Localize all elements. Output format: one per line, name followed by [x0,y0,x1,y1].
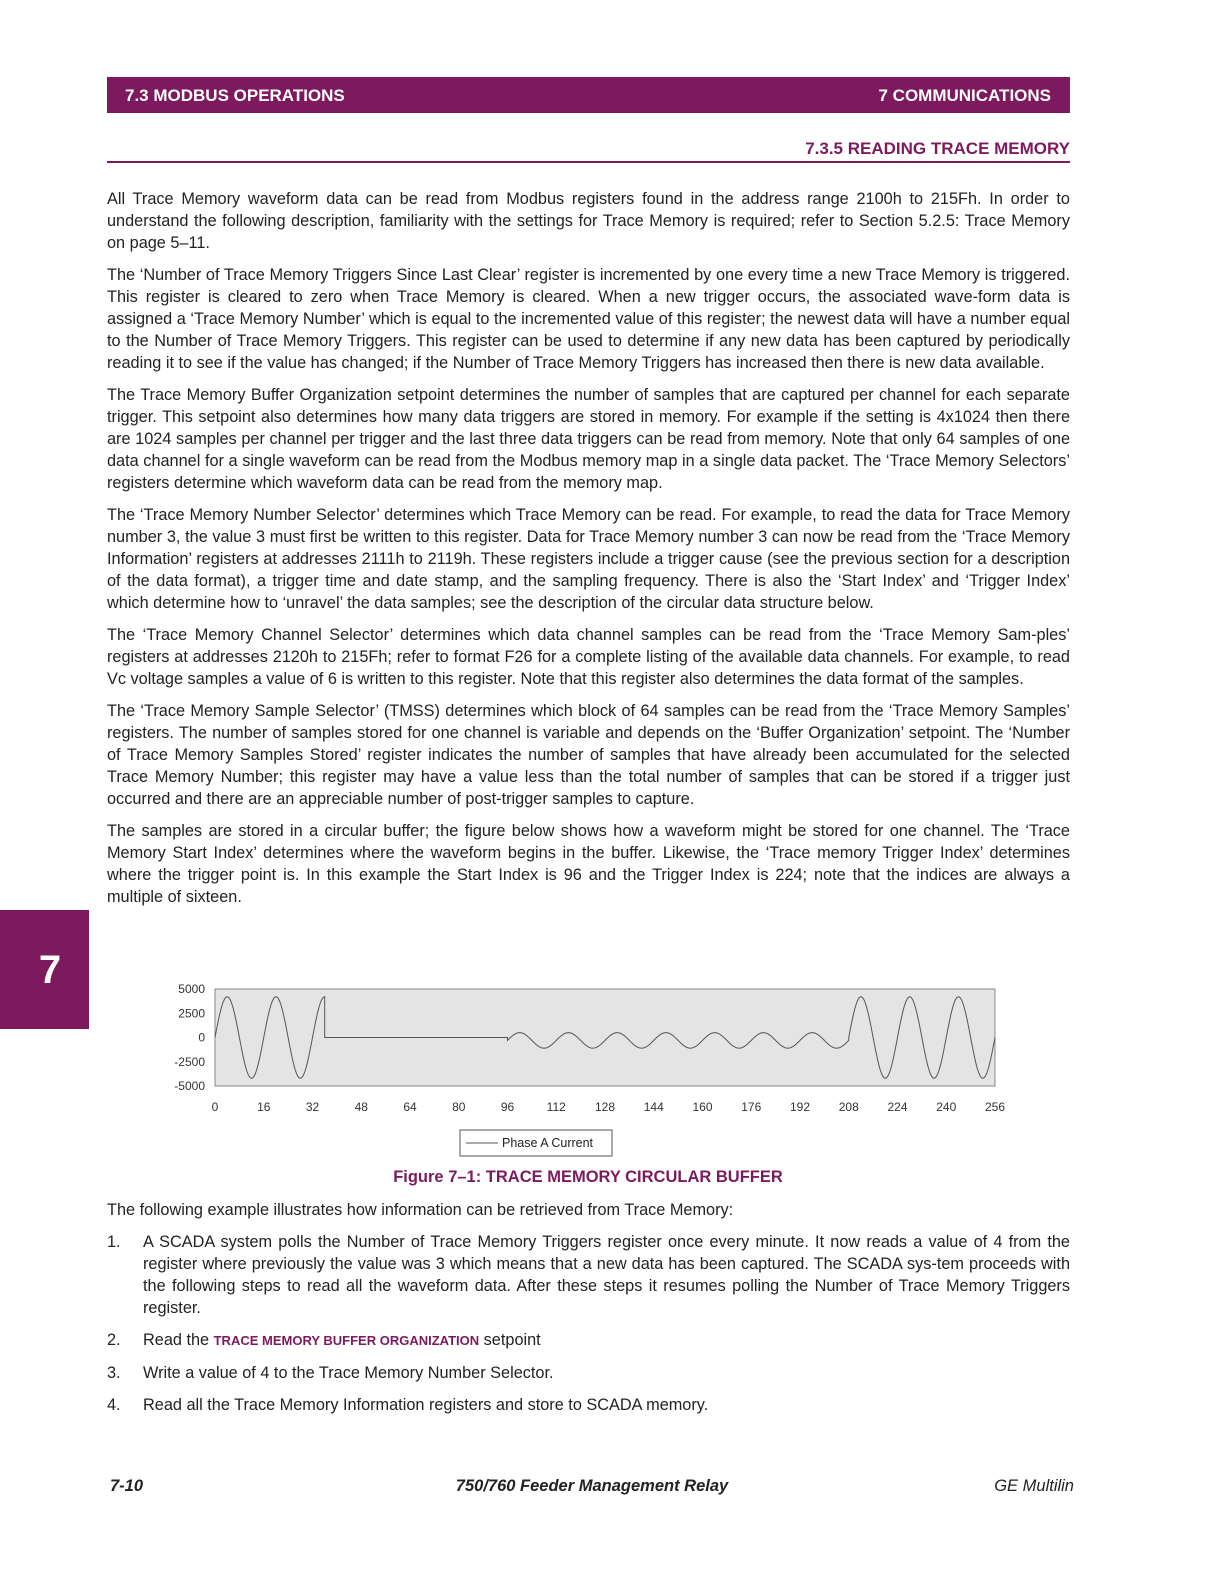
header-section: 7.3 MODBUS OPERATIONS [125,86,345,105]
x-tick-label: 176 [741,1100,762,1114]
trace-memory-chart [160,978,1040,1168]
paragraph: The ‘Trace Memory Sample Selector’ (TMSS) determines which block of 64 samples can be read from the ‘Trace Memory Samples’ registers. The number of samples stored for one channel is variable and depends on the ‘Buffer Organization’ setpoint. The ‘Number of Trace Memory Samples Stored’ register indicates the number of samples that have already been accumulated for the selected Trace Memory Number; this register may have a value less than the total number of samples that can be stored if a trigger just occurred and there are an appreciable number of post-trigger samples to capture. [107,702,1070,808]
header-bar [107,77,1070,113]
header-chapter: 7 COMMUNICATIONS [878,86,1051,105]
step-text: A SCADA system polls the Number of Trace Memory Triggers register once every minute. It now reads a value of 4 from the register where previously the value was 3 which means that a new data has been captured. The SCADA sys-tem proceeds with the following steps to read all the waveform data. After these steps it resumes polling the Number of Trace Memory Triggers register. [143,1233,1070,1317]
paragraph: The Trace Memory Buffer Organization setpoint determines the number of samples that are captured per channel for each separate trigger. This setpoint also determines how many data triggers are stored in memory. For example if the setting is 4x1024 then there are 1024 samples per channel per trigger and the last three data triggers can be read from memory. Note that only 64 samples of one data channel for a single waveform can be read from the Modbus memory map in a single data packet. The ‘Trace Memory Selectors’ registers determine which waveform data can be read from the memory map. [107,386,1070,492]
setpoint-name: TRACE MEMORY BUFFER ORGANIZATION [213,1333,480,1348]
example-section [107,1199,1070,1426]
y-tick-label: 0 [198,1030,205,1045]
paragraph: All Trace Memory waveform data can be read from Modbus registers found in the address range 2100h to 215Fh. In order to understand the following description, familiarity with the settings for Trace Memory is required; refer to Section 5.2.5: Trace Memory on page 5–11. [107,190,1070,252]
paragraph: The ‘Trace Memory Number Selector’ determines which Trace Memory can be read. For example, to read the data for Trace Memory number 3, the value 3 must first be written to this register. Data for Trace Memory number 3 can now be read from the ‘Trace Memory Information’ registers at addresses 2111h to 2119h. These registers include a trigger cause (see the previous section for a description of the data format), a trigger time and date stamp, and the sampling frequency. There is also the ‘Start Index’ and ‘Trigger Index’ which determine how to ‘unravel’ the data samples; see the description of the circular data structure below. [107,506,1070,612]
x-tick-label: 128 [594,1100,616,1114]
x-tick-label: 32 [305,1100,320,1114]
figure-caption: Figure 7–1: TRACE MEMORY CIRCULAR BUFFER [393,1168,783,1186]
step-number: 1. [107,1233,121,1251]
step-number: 4. [107,1396,121,1414]
footer-page-number: 7-10 [110,1477,144,1495]
step-text: Write a value of 4 to the Trace Memory Number Selector. [143,1364,554,1382]
x-tick-label: 144 [643,1100,664,1114]
footer-product: 750/760 Feeder Management Relay [455,1477,729,1495]
y-tick-label: 2500 [178,1006,205,1021]
section-divider [107,161,1070,163]
x-tick-label: 240 [936,1100,957,1114]
paragraph: The samples are stored in a circular buffer; the figure below shows how a waveform might be stored for one channel. The ‘Trace Memory Start Index’ determines where the waveform begins in the buffer. Likewise, the ‘Trace memory Trigger Index’ determines where the trigger point is. In this example the Start Index is 96 and the Trigger Index is 224; note that the indices are always a multiple of sixteen. [107,822,1070,906]
y-tick-label: -5000 [174,1079,205,1093]
step-text: Read all the Trace Memory Information registers and store to SCADA memory. [143,1396,709,1414]
chapter-tab [0,910,89,1029]
x-tick-label: 48 [354,1100,368,1114]
step-text-prefix: Read the [143,1331,214,1349]
x-tick-label: 208 [838,1100,859,1114]
x-tick-label: 224 [887,1100,908,1114]
chapter-tab-number: 7 [38,948,62,992]
x-tick-label: 256 [984,1100,1006,1114]
step-number: 3. [107,1364,121,1382]
y-tick-label: -2500 [174,1054,205,1069]
section-title: 7.3.5 READING TRACE MEMORY [805,139,1070,158]
x-tick-label: 192 [789,1100,811,1114]
step-item [107,1362,1070,1384]
paragraph: The ‘Number of Trace Memory Triggers Since Last Clear’ register is incremented by one every time a new Trace Memory is triggered. This register is cleared to zero when Trace Memory is cleared. When a new trigger occurs, the associated wave-form data is assigned a ‘Trace Memory Number’ which is equal to the incremented value of this register; the newest data will have a number equal to the Number of Trace Memory Triggers. This register can be used to determine if any new data has been captured by periodically reading it to see if the value has changed; if the Number of Trace Memory Triggers has increased then there is new data available. [107,266,1070,372]
x-tick-label: 96 [500,1100,515,1114]
example-intro: The following example illustrates how information can be retrieved from Trace Memory: [107,1201,734,1219]
paragraph: The ‘Trace Memory Channel Selector’ determines which data channel samples can be read from the ‘Trace Memory Sam-ples’ registers at addresses 2120h to 215Fh; refer to format F26 for a complete listing of the available data channels. For example, to read Vc voltage samples a value of 6 is written to this register. Note that this register also determines the data format of the samples. [107,626,1070,688]
step-item [107,1394,1070,1416]
legend-label: Phase A Current [502,1136,594,1150]
footer-company: GE Multilin [994,1477,1074,1495]
x-tick-label: 80 [452,1100,466,1114]
example-steps [107,1231,1070,1416]
step-number: 2. [107,1331,121,1349]
body-text [107,188,1070,918]
x-tick-label: 16 [257,1100,271,1114]
y-tick-label: 5000 [178,982,205,996]
x-tick-label: 112 [546,1100,566,1114]
x-tick-label: 160 [692,1100,713,1114]
x-tick-label: 0 [211,1100,219,1114]
step-item [107,1231,1070,1319]
step-item [107,1329,1070,1352]
x-tick-label: 64 [403,1100,417,1114]
step-text-suffix: setpoint [479,1331,541,1349]
